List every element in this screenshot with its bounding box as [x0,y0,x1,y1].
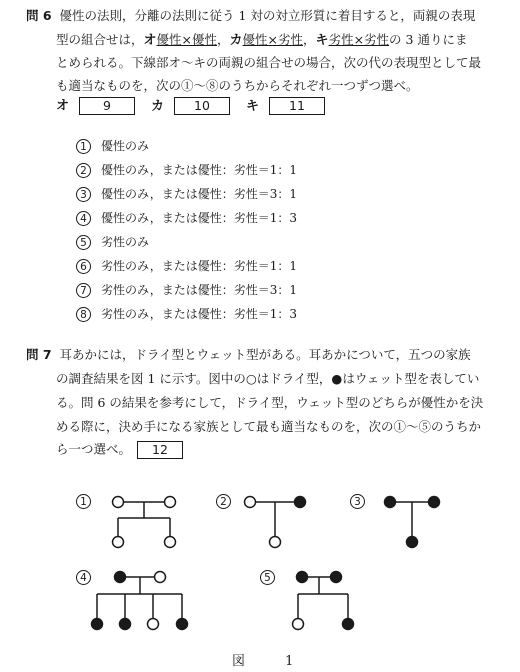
q6-kana-o: オ [143,33,157,48]
q7-text-line5: ら一つ選べ。 [56,441,132,457]
wet-individual-icon [429,497,440,508]
wet-individual-icon [177,619,188,630]
answer-kana-o: オ [56,98,70,114]
answer-box-9[interactable]: 9 [79,97,135,115]
q7-label: 問 7 [26,347,52,362]
option-text: 優性のみ，または優性：劣性＝3：1 [101,187,297,201]
dry-individual-icon [165,497,176,508]
option-number: 8 [76,307,91,322]
family-3-pedigree [385,497,440,548]
option-text: 優性のみ [101,139,150,153]
dry-individual-icon [270,537,281,548]
wet-individual-icon [343,619,354,630]
q6-text-line2a: 型の組合せは， [56,32,144,47]
option-text: 劣性のみ，または優性：劣性＝1：3 [101,307,297,321]
dry-individual-icon [245,497,256,508]
wet-individual-icon [385,497,396,508]
q7-text-line3: る。問 6 の結果を参考にして，ドライ型，ウェット型のどちらが優性かを決 [56,395,484,410]
option-text: 劣性のみ，または優性：劣性＝1：1 [101,259,297,273]
answer-box-12[interactable]: 12 [137,441,183,459]
q6-underline-ka: 優性×劣性 [242,32,304,47]
family-3-label[interactable]: 3 [350,494,365,509]
family-2-pedigree [245,497,306,548]
wet-individual-icon [115,572,126,583]
q7-text-line1: 耳あかには，ドライ型とウェット型がある。耳あかについて，五つの家族 [59,347,471,362]
option-text: 劣性のみ，または優性：劣性＝3：1 [101,283,297,297]
family-4-pedigree [92,572,188,630]
dry-individual-icon [165,537,176,548]
option-number: 5 [76,235,91,250]
answer-box-11[interactable]: 11 [269,97,325,115]
q6-text-line4: も適当なものを，次の①～⑧のうちからそれぞれ一つずつ選べ。 [56,78,419,93]
q6-kana-ka: カ [229,33,243,48]
option-text: 優性のみ，または優性：劣性＝1：3 [101,211,297,225]
q6-kana-ki: キ [315,33,329,48]
dry-individual-icon [113,537,124,548]
family-5-label[interactable]: 5 [260,570,275,585]
dry-individual-icon [293,619,304,630]
answer-box-10[interactable]: 10 [174,97,230,115]
q6-line2: 型の組合せは，オ優性×優性，カ優性×劣性，キ劣性×劣性の 3 通りにま [56,32,468,48]
dry-individual-icon [113,497,124,508]
answer-kana-ki: キ [245,98,259,114]
option-text: 劣性のみ [101,235,150,249]
option-number: 7 [76,283,91,298]
family-5-pedigree [293,572,354,630]
wet-individual-icon [120,619,131,630]
q6-text-line3: とめられる。下線部オ～キの両親の組合せの場合，次の代の表現型として最 [56,55,482,70]
q7-text-line2: の調査結果を図 1 に示す。図中の○はドライ型，●はウェット型を表してい [56,371,480,386]
family-1-pedigree [113,497,176,548]
wet-individual-icon [92,619,103,630]
q6-underline-o: 優性×優性 [156,32,218,47]
option-number: 2 [76,163,91,178]
option-number: 3 [76,187,91,202]
option-number: 1 [76,139,91,154]
wet-individual-icon [295,497,306,508]
dry-individual-icon [155,572,166,583]
wet-individual-icon [297,572,308,583]
q6-underline-ki: 劣性×劣性 [328,32,390,47]
q6-text-line1: 優性の法則，分離の法則に従う 1 対の対立形質に着目すると，両親の表現 [59,8,476,23]
family-4-label[interactable]: 4 [76,570,91,585]
option-number: 6 [76,259,91,274]
q7-text-line4: める際に，決め手になる家族として最も適当なものを，次の①～⑤のうちか [56,419,482,434]
q6-text-line2b: の 3 通りにま [389,32,468,47]
dry-individual-icon [148,619,159,630]
q6-label: 問 6 [26,8,52,23]
wet-individual-icon [331,572,342,583]
family-1-label[interactable]: 1 [76,494,91,509]
answer-kana-ka: カ [150,98,164,114]
wet-individual-icon [407,537,418,548]
family-2-label[interactable]: 2 [216,494,231,509]
figure-caption: 図 1 [232,654,312,669]
option-text: 優性のみ，または優性：劣性＝1：1 [101,163,297,177]
option-number: 4 [76,211,91,226]
